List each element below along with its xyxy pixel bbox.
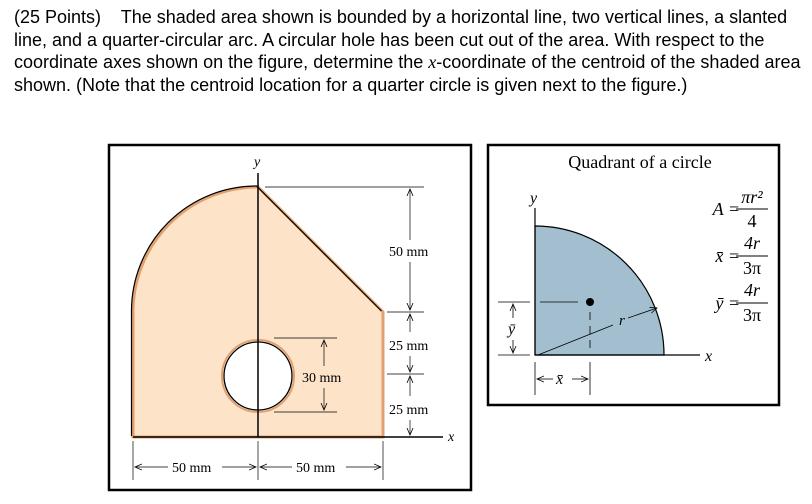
ybar-numerator: 4r (743, 280, 761, 300)
xbar-dim-label: x̄ (556, 371, 564, 388)
xbar-numerator: 4r (743, 233, 761, 253)
ybar-dim-label: ȳ (508, 321, 516, 338)
x-axis-label: x (448, 430, 455, 445)
dim-top-height: 50 mm (389, 245, 429, 260)
radius-label: r (619, 313, 625, 329)
dim-mid-height: 25 mm (389, 339, 429, 354)
area-denominator: 4 (747, 211, 757, 231)
problem-text-1: The shaded area shown is bounded by a horizontal line, two vertical lines, a slanted line, and a quarter-circular arc. A circular hole has been cut out of the area. With respect to the coordinate axes shown on the figure, determine the (14, 7, 788, 72)
quadrant-reference (488, 145, 779, 405)
ref-y-label: y (530, 190, 538, 207)
dim-low-height: 25 mm (389, 403, 429, 418)
area-numerator: πr² (741, 187, 763, 207)
area-lhs: A = (712, 199, 740, 219)
y-axis-label: y (254, 155, 261, 170)
shaded-area-figure (109, 145, 471, 490)
dim-right-width: 50 mm (296, 461, 336, 476)
xbar-denominator: 3π (742, 258, 762, 278)
ref-x-label: x (705, 348, 713, 365)
reference-title: Quadrant of a circle (568, 152, 712, 172)
problem-variable: x (428, 52, 437, 72)
problem-points: (25 Points) (14, 7, 102, 27)
ybar-denominator: 3π (742, 305, 762, 325)
dim-left-width: 50 mm (172, 461, 212, 476)
centroid-point (586, 298, 594, 306)
dim-hole-diameter: 30 mm (302, 371, 342, 386)
ybar-lhs: ȳ = (715, 293, 740, 313)
problem-text-2: -coordinate of the centroid of the shaded area shown. (Note that the centroid location for a quarter circle is given next to the figure.) (14, 52, 801, 95)
xbar-lhs: x̄ = (715, 246, 740, 266)
